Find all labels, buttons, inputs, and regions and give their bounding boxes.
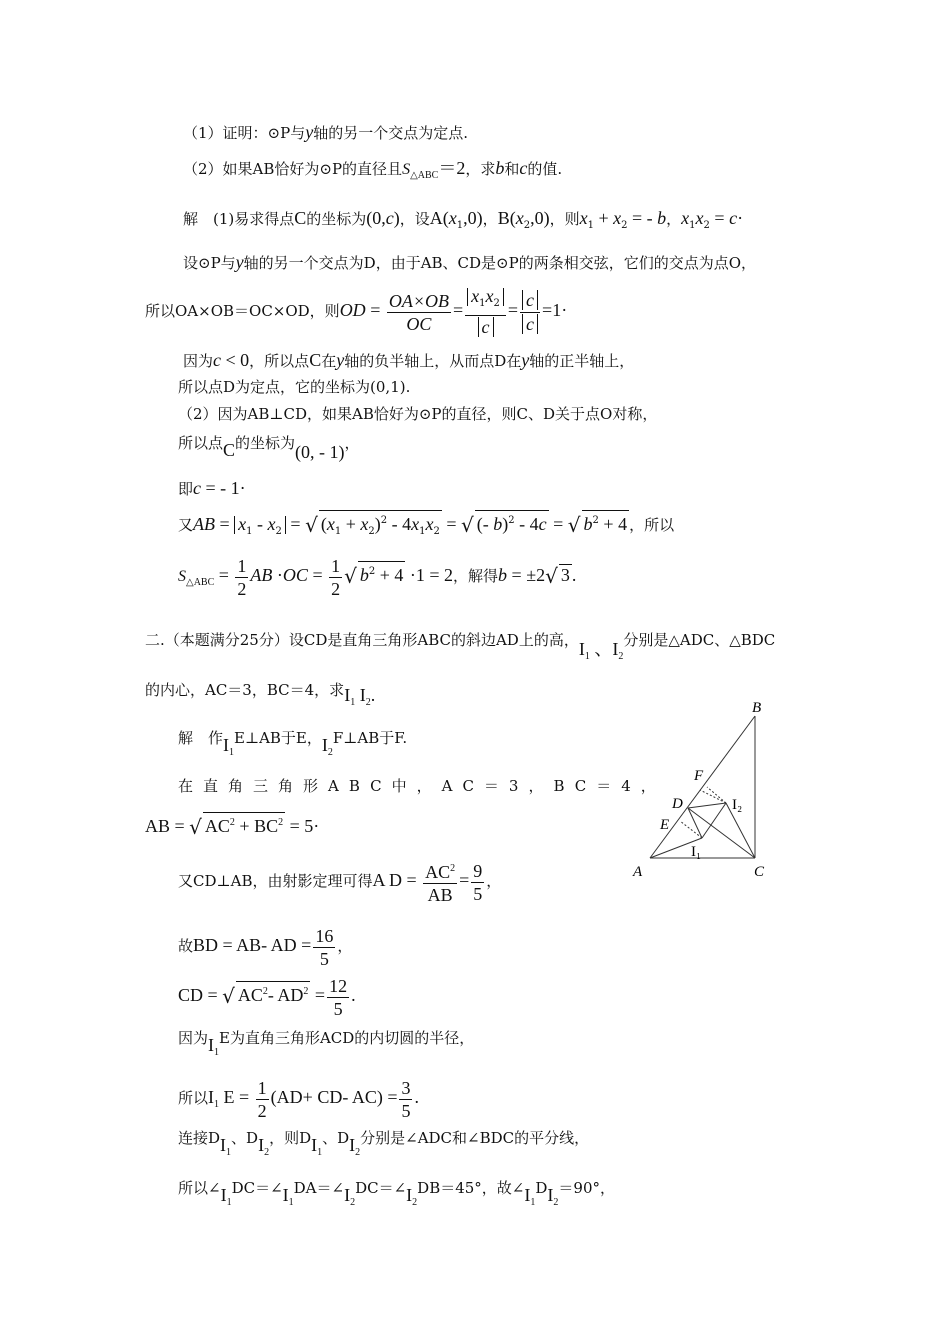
label-f: F (694, 768, 704, 784)
segment-ci2 (726, 803, 755, 858)
solution-2-line8: 所以$I_1$ E = $\frac{1}{2}$ (AD+ CD- AC) = $\frac{3}{5}$ . (178, 1077, 419, 1121)
solution-2-line9: 连接$DI_1$、$DI_2$，则$DI_1$、$DI_2$分别是∠ADC和∠BDC的平分线， (178, 1129, 590, 1158)
solution-1-line8: 即c = - 1· (178, 478, 246, 498)
question-2: （2）如果AB恰好为⊙P的直径且$S_{\triangle ABC}=2$，求b和c的值. (183, 158, 563, 181)
solution-1-line9: 又AB = $x_1 - x_2$ = √ $(x_1 + x_2)^2 - 4x_1x_2$ = √ (- b)$^2$ - 4c = √ $b^2 + 4$ ，所以 (178, 510, 674, 542)
altitude-cd (688, 808, 755, 858)
solution-1-line5: 所以点D为定点，它的坐标为(0,1). (178, 378, 411, 396)
solution-1-line3: 所以OA×OB＝OC×OD，则OD = $\frac{OA\times OB}{OC}$ = $\frac{x_1x_2}{c}$ = $\frac{c}{c}$ =1· (145, 286, 568, 337)
perp-i1e (680, 821, 702, 838)
label-e: E (660, 817, 670, 833)
problem-2-line1: 二.（本题满分25分）设CD是直角三角形ABC的斜边AD上的高，$I_1$ 、$I_2$分别是△ADC、△BDC (145, 631, 776, 662)
solution-2-line2: 在直角三角形ABC中，AC＝3，BC＝4， (178, 777, 666, 795)
solution-2-line1: 解 作$I_1E\perp AB$于E，$I_2F\perp AB$于F. (178, 729, 408, 758)
solution-2-line4: 又CD⊥AB，由射影定理可得A D = $\frac{AC^2}{AB}$ = $\frac{9}{5}$ ， (178, 855, 501, 906)
solution-2-line6: CD = √ $AC^2-$ $AD^2$ = $\frac{12}{5}$ . (178, 975, 356, 1019)
perp-i2d (700, 790, 726, 803)
segment-di2 (688, 803, 726, 808)
solution-2-line7: 因为$I_1E$为直角三角形ACD的内切圆的半径， (178, 1029, 475, 1058)
solution-1-line2: 设⊙P与y轴的另一个交点为D，由于AB、CD是⊙P的两条相交弦，它们的交点为点O， (183, 252, 757, 272)
segment-i1i2 (702, 803, 726, 838)
solution-2-line3: AB = √ $AC^2 + BC^2 = 5\cdot$ (145, 812, 319, 837)
solution-2-line5: 故BD = AB- AD = $\frac{16}{5}$ ， (178, 925, 353, 969)
segment-ai1 (650, 838, 702, 858)
solution-1-line6: （2）因为AB⊥CD，如果AB恰好为⊙P的直径，则C、D关于点O对称， (178, 405, 658, 423)
label-i2: I₂ (732, 797, 743, 813)
solution-2-line10: 所以$\angle I_1DC=\angle I_1DA=\angle I_2DC=\angle I_2DB=45^\circ$，故$\angle I_1DI_2=90^\circ$， (178, 1179, 616, 1208)
segment-di1 (688, 808, 702, 838)
label-b: B (752, 700, 762, 716)
problem-2-line2: 的内心，AC＝3，BC＝4，求$I_1$ $I_2$. (145, 681, 376, 708)
perp-i2f (707, 787, 726, 803)
label-c: C (754, 864, 765, 880)
solution-1-line10: $S_{\triangle ABC}$ = $\frac{1}{2}$ AB ·OC = $\frac{1}{2}$ √ $b^2 + 4 \cdot 1 = 2$，解得b = ±2√ 3 . (178, 555, 577, 599)
solution-1-line4: 因为c < 0，所以点C在y轴的负半轴上，从而点D在y轴的正半轴上， (183, 350, 635, 370)
question-1: （1）证明：⊙P与y轴的另一个交点为定点. (183, 122, 468, 142)
solution-1-intro: 解 (1)易求得点C的坐标为(0,c)，设$A(x_1,0)$，$B(x_2,0)$，则$x_1 + x_2$ = - b，$x_1x_2 = c\cdot$ (183, 208, 744, 231)
label-a: A (633, 864, 643, 880)
label-d: D (672, 796, 683, 812)
label-i1: I₁ (691, 844, 702, 860)
solution-1-line7: 所以点C的坐标为(0, - 1)， (178, 434, 360, 462)
